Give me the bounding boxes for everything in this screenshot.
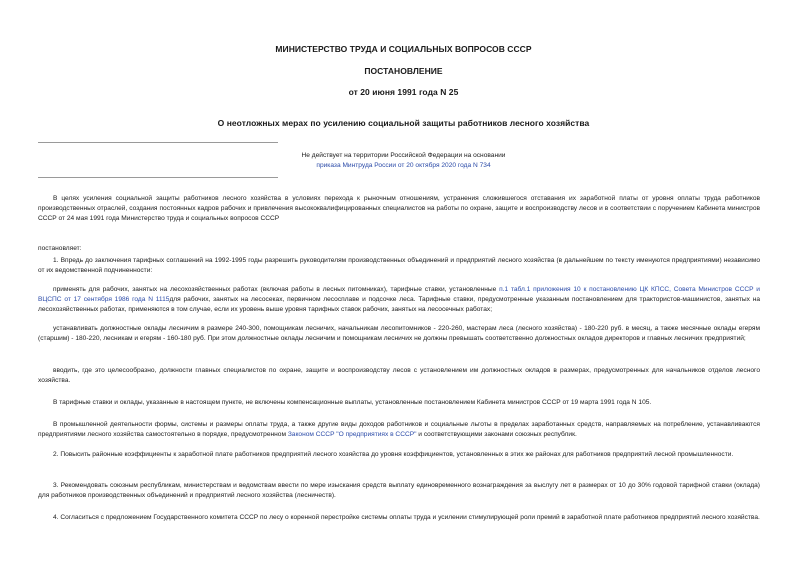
document-date-number: от 20 июня 1991 года N 25 (348, 87, 459, 97)
ministry-heading: МИНИСТЕРСТВО ТРУДА И СОЦИАЛЬНЫХ ВОПРОСОВ СССР (275, 44, 532, 54)
status-notice-text: Не действует на территории Российской Федерации на основании (301, 152, 506, 159)
paragraph-1a-text-end: для рабочих, занятых на лесосеках, первичном лесосплаве и подсочке леса. Тарифные ставки, предусмотренные указанным постановлением для трактористов-машинистов, занятых на лесохозяйственных работах, применяются в том случае, если их уровень выше уровня тарифных ставок рабочих, занятых на лесосечных работах; (38, 296, 761, 313)
document-type: ПОСТАНОВЛЕНИЕ (364, 66, 443, 76)
preamble-paragraph: В целях усиления социальной защиты работников лесного хозяйства в условиях перехода к рыночным отношениям, устранения сложившегося отставания их заработной платы от уровня оплаты труда работников производственных отраслей, создания постоянных кадров рабочих и привлечения высококвалифицированных специалистов на работы по охране, защите и воспроизводству лесов и в соответствии с поручением Кабинета министров СССР от 24 мая 1991 года Министерство труда и социальных вопросов СССР (38, 195, 760, 222)
resolution-1115-link[interactable]: п.1 табл.1 приложения 10 к постановлению ЦК КПСС, Совета Министров СССР и ВЦСПС от 17 сентября 1986 года N 1115 (38, 286, 760, 303)
paragraph-1e (38, 420, 760, 440)
paragraph-1e-text-end: и соответствующими законами союзных республик. (416, 431, 577, 438)
paragraph-4: 4. Согласиться с предложением Государственного комитета СССР по лесу о коренной перестройке системы оплаты труда и усилении стимулирующей роли премий в заработной плате работников предприятий лесного хозяйства. (53, 514, 760, 521)
status-notice (0, 151, 807, 171)
paragraph-1: 1. Впредь до заключения тарифных соглашений на 1992-1995 годы разрешить руководителям производственных объединений и предприятий лесного хозяйства (в дальнейшем по тексту именуются предприятиями) независимо от их ведомственной подчиненности: (38, 257, 760, 274)
paragraph-1e-text-start: В промышленной деятельности формы, системы и размеры оплаты труда, а также другие виды доходов работников и социальные льготы в пределах заработанных средств, направляемых на потребление, устанавливаются предприятиями лесного хозяйства самостоятельно в порядке, предусмотренном (38, 421, 760, 438)
divider-bottom (38, 177, 278, 178)
paragraph-1b: устанавливать должностные оклады лесничим в размере 240-300, помощникам лесничих, начальникам лесопитомников - 220-260, мастерам леса (лесного хозяйства) - 180-220 руб. в месяц, а также месячные оклады егерям (старшим) - 180-220, лесникам и егерям - 160-180 руб. При этом должностные оклады лесничим и помощникам лесничих не должны превышать соответственно должностных окладов директоров и главных лесничих предприятий; (38, 325, 760, 342)
document-title: О неотложных мерах по усилению социальной защиты работников лесного хозяйства (217, 118, 590, 128)
enterprise-law-link[interactable]: Законом СССР "О предприятиях в СССР" (287, 431, 417, 438)
paragraph-1d: В тарифные ставки и оклады, указанные в настоящем пункте, не включены компенсационные выплаты, установленные постановлением Кабинета министров СССР от 19 марта 1991 года N 105. (53, 399, 652, 406)
decrees-label: постановляет: (38, 245, 82, 252)
paragraph-1a (38, 285, 760, 315)
paragraph-3: 3. Рекомендовать союзным республикам, министерствам и ведомствам ввести по мере изыскания средств выплату единовременного вознаграждения за выслугу лет в размерах от 10 до 30% годовой тарифной ставки (оклада) для работников производственных объединений и предприятий лесного хозяйства (лесничеств). (38, 482, 760, 499)
divider-top (38, 142, 278, 143)
paragraph-2: 2. Повысить районные коэффициенты к заработной плате работников предприятий лесного хозяйства до уровня коэффициентов, установленных в этих же районах для работников предприятий лесной промышленности. (53, 451, 734, 458)
paragraph-1c: вводить, где это целесообразно, должности главных специалистов по охране, защите и воспроизводству лесов с установлением им должностных окладов в размерах, предусмотренных для начальников отделов лесного хозяйства. (38, 367, 760, 384)
paragraph-1a-text-start: применять для рабочих, занятых на лесохозяйственных работах (включая работы в лесных питомниках), тарифные ставки, установленные (53, 286, 500, 293)
status-notice-link[interactable]: приказа Минтруда России от 20 октября 2020 года N 734 (316, 162, 491, 169)
